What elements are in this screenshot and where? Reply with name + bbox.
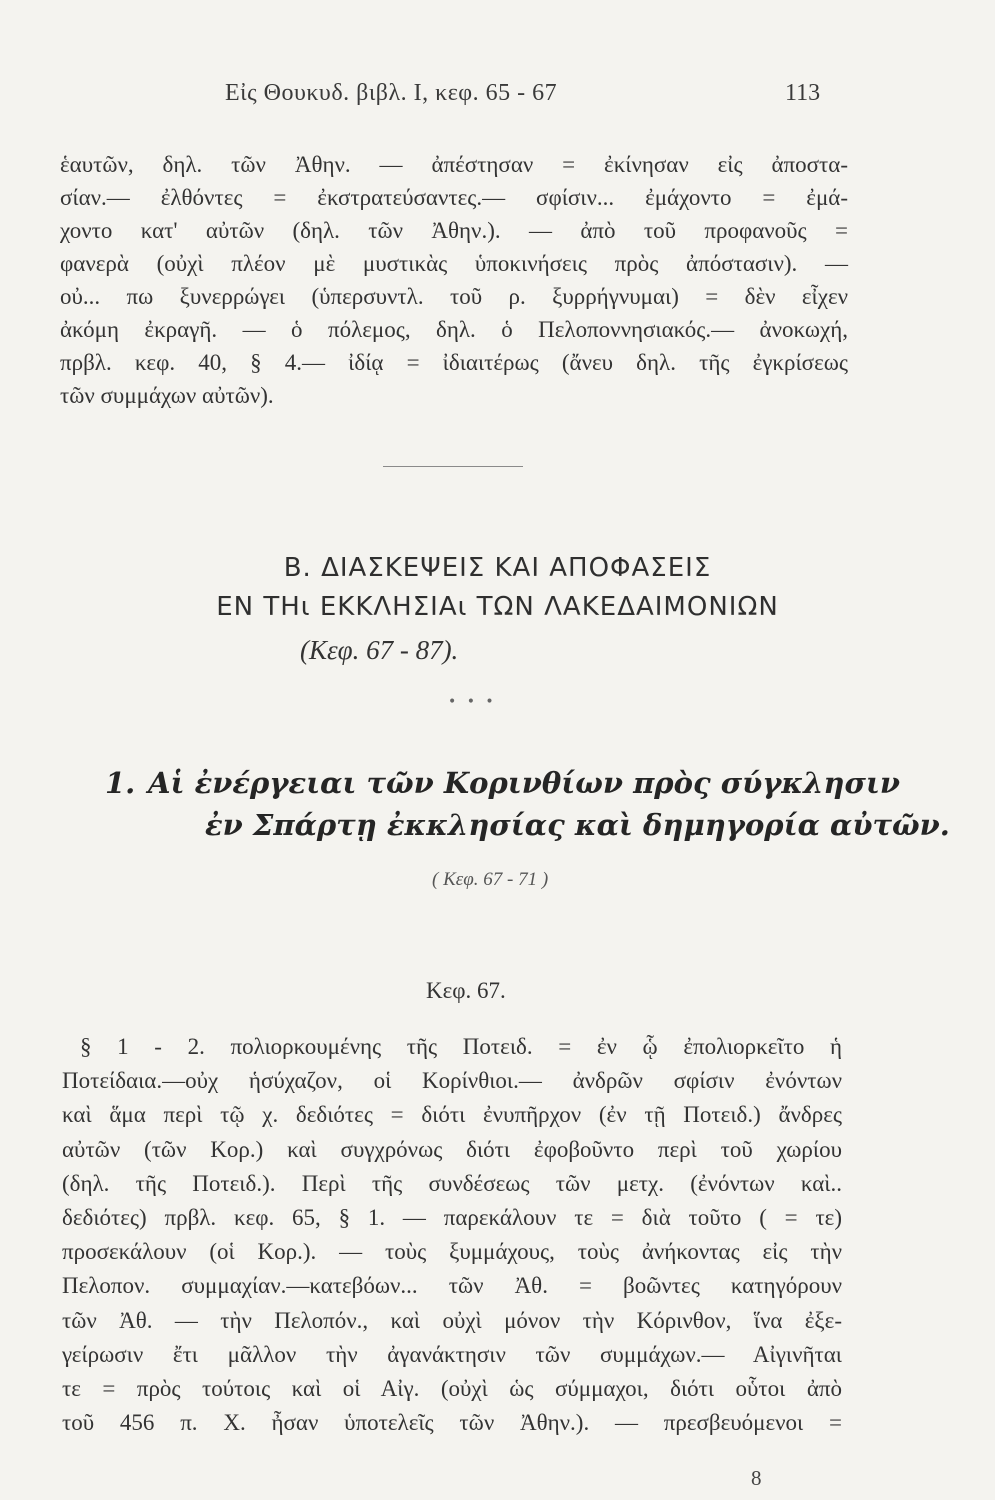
subsection-heading-continued [0,808,995,848]
running-header [0,76,995,116]
text-line: τῶν Ἀθ. — τὴν Πελοπόν., καὶ οὐχὶ μόνον τὴν Κόρινθον, ἵνα ἐξε- [62,1307,842,1333]
text-line: ἑαυτῶν, δηλ. τῶν Ἀθην. — ἀπέστησαν = ἐκίνησαν εἰς ἀποστα- [60,152,848,177]
text-line: (δηλ. τῆς Ποτειδ.). Περὶ τῆς συνδέσεως τῶν μετχ. (ἐνόντων καὶ.. [62,1170,842,1196]
subsection-number: 1. [105,766,136,800]
subsection-title-line-2: ἐν Σπάρτῃ ἐκκλησίας καὶ δημηγορία αὐτῶν. [205,808,950,842]
text-line: τε = πρὸς τούτοις καὶ οἱ Αἰγ. (οὐχὶ ὡς σύμμαχοι, διότι οὗτοι ἀπὸ [62,1376,842,1402]
signature-mark: 8 [751,1466,762,1490]
page-number: 113 [785,80,821,106]
section-divider [383,466,523,467]
text-line: σίαν.— ἐλθόντες = ἐκστρατεύσαντες.— σφίσιν... ἐμάχοντο = ἐμά- [60,185,848,210]
section-chapter-range: (Κεφ. 67 - 87). [300,635,459,665]
text-line: δεδιότες) πρβλ. κεφ. 65, § 1. — παρεκάλουν τε = διὰ τοῦτο ( = τε) [62,1205,842,1231]
header-title: Εἰς Θουκυδ. βιβλ. Ι, κεφ. 65 - 67 [225,80,558,106]
text-line: φανερὰ (οὐχὶ πλέον μὲ μυστικὰς ὑποκινήσεις πρὸς ἀπόστασιν). — [60,251,848,276]
text-line: § 1 - 2. πολιορκουμένης τῆς Ποτειδ. = ἐν ᾧ ἐπολιορκεῖτο ἡ [80,1034,842,1059]
text-line: πρβλ. κεφ. 40, § 4.— ἰδίᾳ = ἰδιαιτέρως (ἄνευ δηλ. τῆς ἐγκρίσεως [60,350,848,375]
section-heading-line-1: Β. ΔΙΑΣΚΕΨΕΙΣ ΚΑΙ ΑΠΟΦΑΣΕΙΣ [283,553,712,583]
commentary-paragraph-1 [60,148,848,412]
subsection-title-line-1: Αἱ ἐνέργειαι τῶν Κορινθίων πρὸς σύγκλησιν [148,766,901,800]
text-line: οὐ... πω ξυνερρώγει (ὑπερσυντλ. τοῦ ρ. ξυρρήγνυμαι) = δὲν εἶχεν [60,284,848,309]
chapter-title: Κεφ. 67. [426,978,506,1003]
text-line: αὐτῶν (τῶν Κορ.) καὶ συγχρόνως διότι ἐφοβοῦντο περὶ τοῦ χωρίου [62,1136,842,1162]
text-line: τῶν συμμάχων αὐτῶν). [60,383,274,408]
subsection-heading [0,766,995,806]
ornament-dots: • • • [448,694,497,710]
commentary-paragraph-2 [62,1030,842,1440]
subsection-chapter-range: ( Κεφ. 67 - 71 ) [432,869,549,890]
text-line: τοῦ 456 π. Χ. ἦσαν ὑποτελεῖς τῶν Ἀθην.). — πρεσβευόμενοι = [62,1410,842,1436]
text-line: χοντο κατ' αὐτῶν (δηλ. τῶν Ἀθην.). — ἀπὸ τοῦ προφανοῦς = [60,218,848,243]
text-line: ἀκόμη ἐκραγῆ. — ὁ πόλεμος, δηλ. ὁ Πελοποννησιακός.— ἀνοκωχή, [60,317,848,342]
section-heading-line-2: ΕΝ ΤΗι ΕΚΚΛΗΣΙΑι ΤΩΝ ΛΑΚΕΔΑΙΜΟΝΙΩΝ [216,592,779,622]
text-line: Ποτείδαια.—οὐχ ἡσύχαζον, οἱ Κορίνθιοι.— ἀνδρῶν σφίσιν ἐνόντων [62,1068,842,1094]
text-line: προσεκάλουν (οἱ Κορ.). — τοὺς ξυμμάχους, τοὺς ἀνήκοντας εἰς τὴν [62,1239,842,1265]
text-line: καὶ ἅμα περὶ τῷ χ. δεδιότες = διότι ἐνυπῆρχον (ἐν τῇ Ποτειδ.) ἄνδρες [62,1102,842,1128]
text-line: γείρωσιν ἔτι μᾶλλον τὴν ἀγανάκτησιν τῶν συμμάχων.— Αἰγινῆται [62,1341,842,1367]
text-line: Πελοπον. συμμαχίαν.—κατεβόων... τῶν Ἀθ. = βοῶντες κατηγόρουν [62,1273,842,1299]
